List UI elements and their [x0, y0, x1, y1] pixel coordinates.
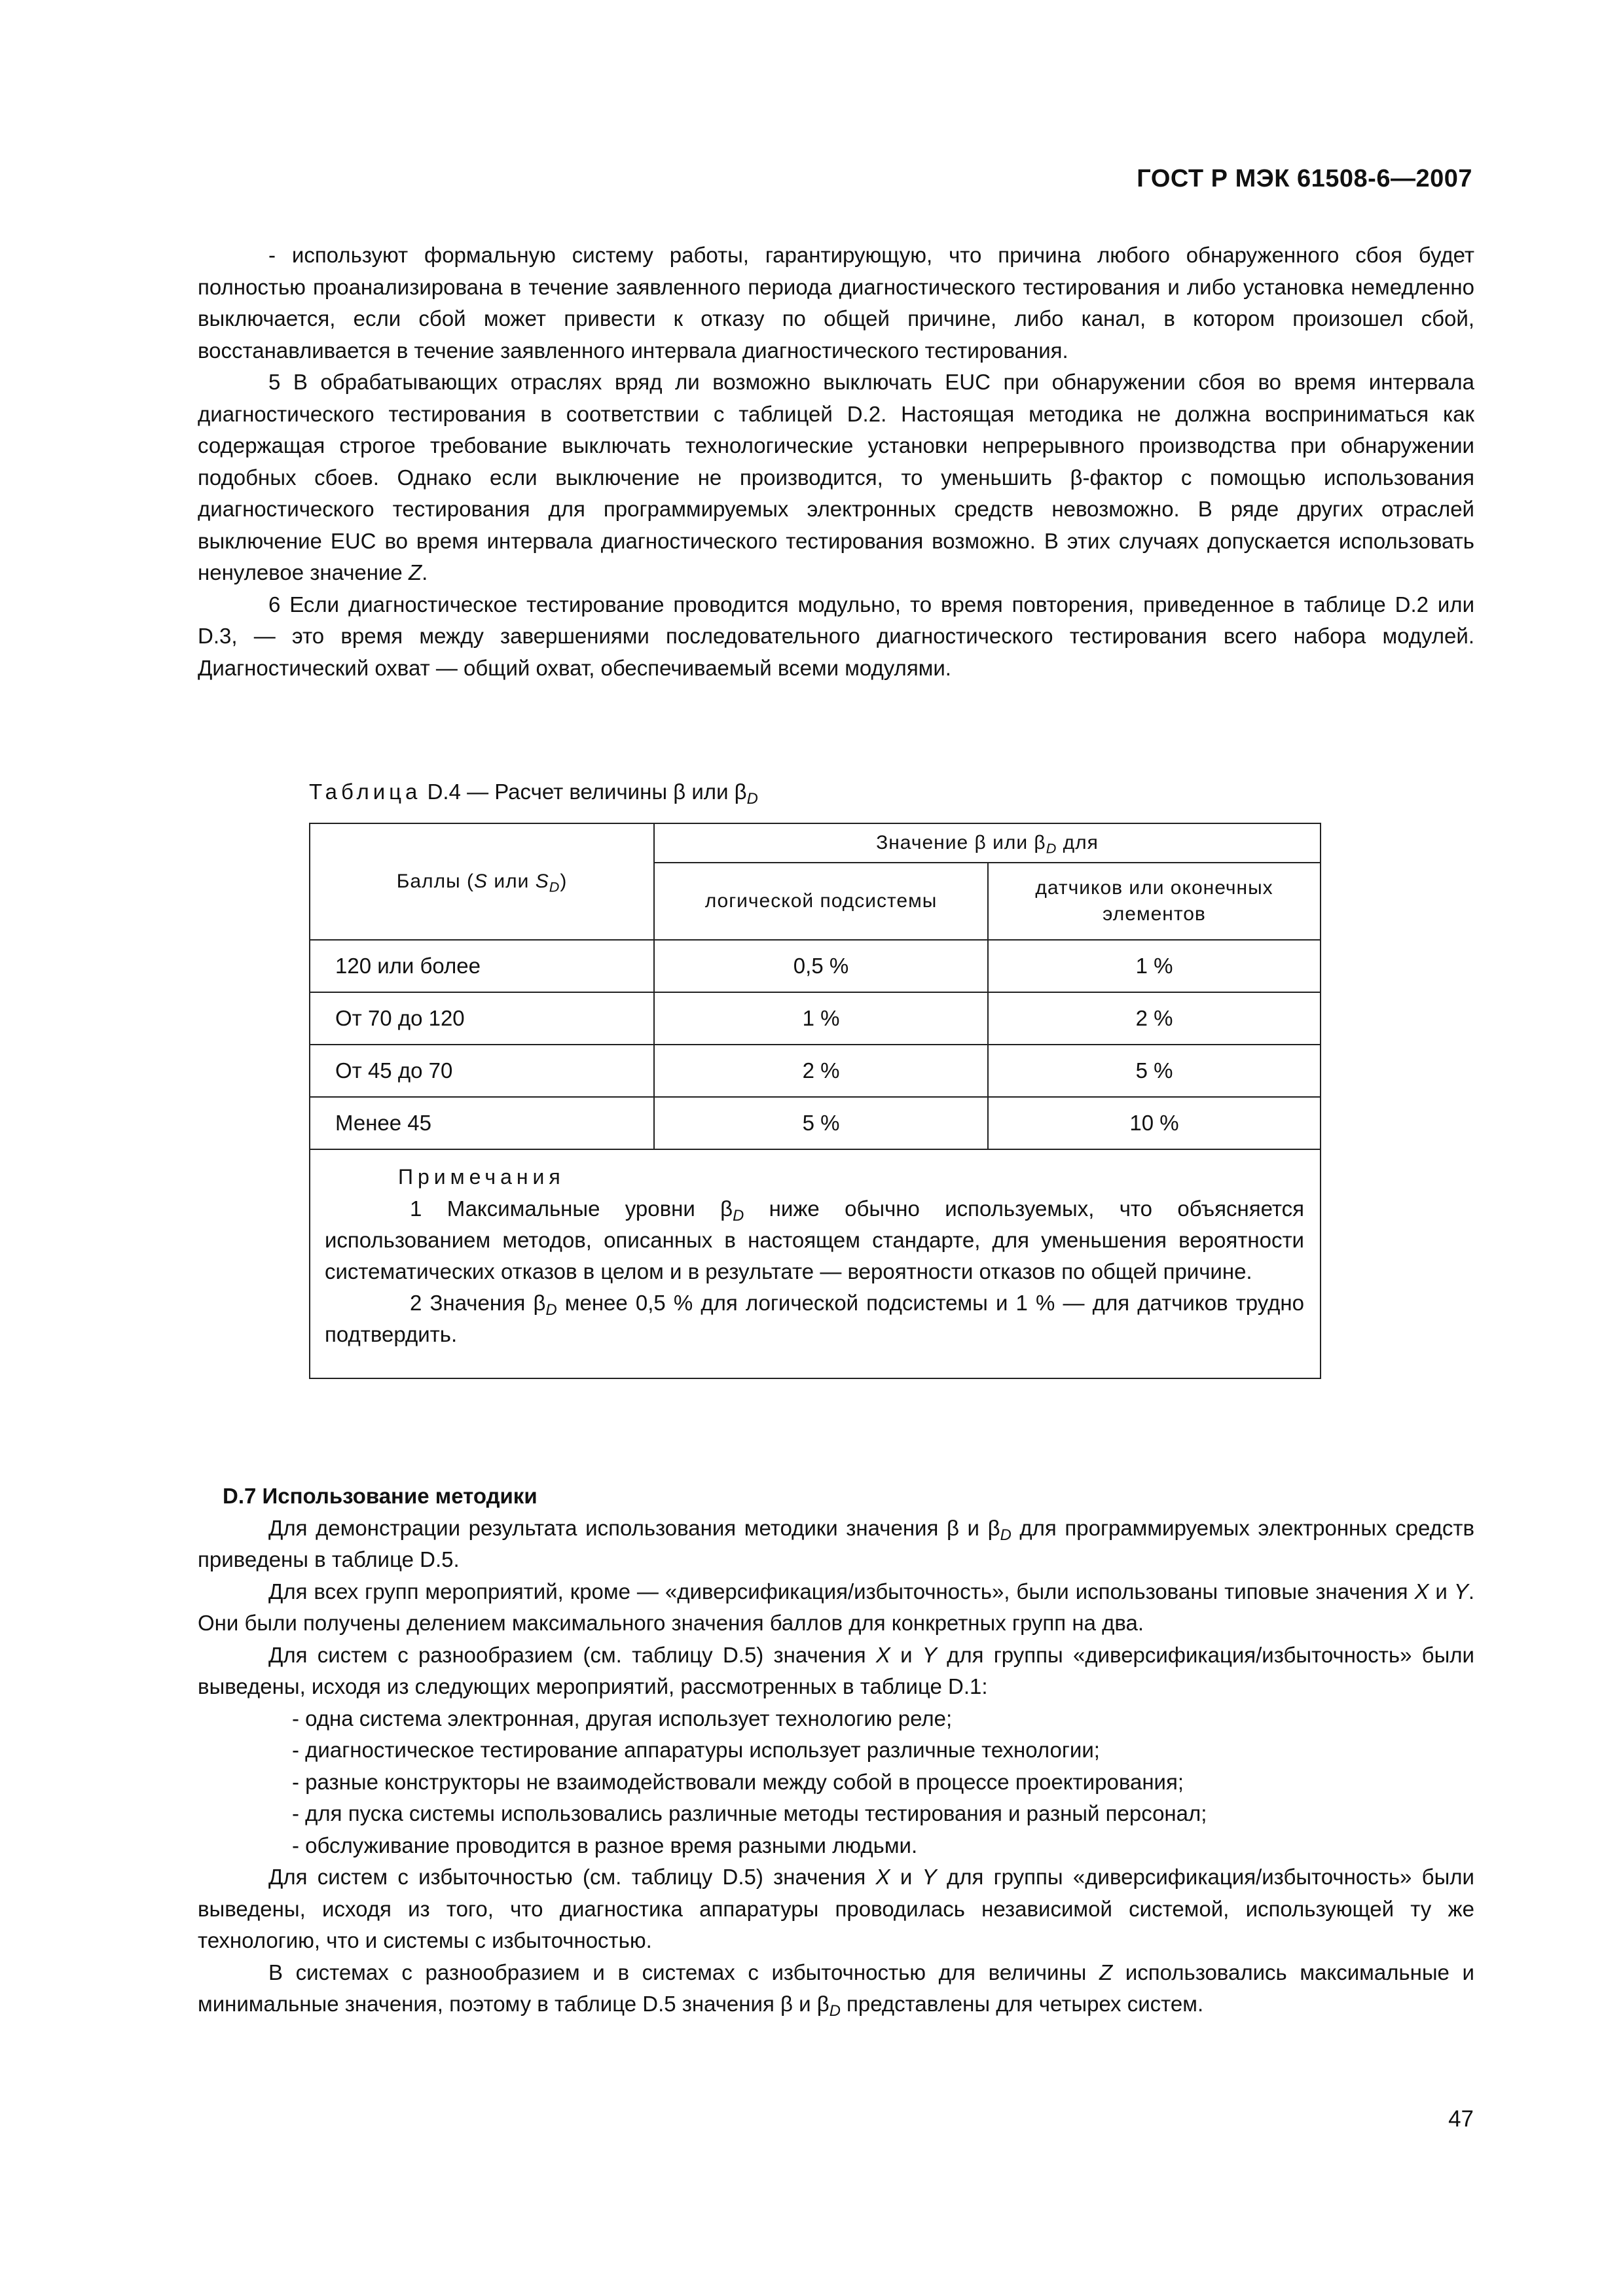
header-value-group [654, 823, 1321, 863]
note-1 [325, 1193, 1304, 1287]
p2-pre: Для всех групп мероприятий, кроме — «диверсификация/избыточность», были использованы типовые значения [268, 1579, 1415, 1604]
list-item: - одна система электронная, другая использует технологию реле; [292, 1706, 953, 1731]
p5-pre: В системах с разнообразием и в системах с избыточностью для величины [268, 1960, 1099, 1984]
paragraph-z-values [198, 1957, 1474, 2020]
table-notes [310, 1149, 1321, 1378]
cell-sensors: 5 % [988, 1045, 1321, 1097]
p5-sub: D [829, 2002, 841, 2020]
table-caption [309, 776, 758, 808]
cell-score: 120 или более [310, 940, 654, 992]
p1-pre: Для демонстрации результата использования методики значения β и β [268, 1515, 1000, 1540]
p4-x: X [875, 1865, 890, 1889]
list-item: - разные конструкторы не взаимодействовали между собой в процессе проектирования; [292, 1769, 1184, 1794]
p1-sub: D [1000, 1526, 1012, 1544]
document-header: ГОСТ Р МЭК 61508-6—2007 [1137, 165, 1472, 192]
table-caption-label: Таблица [309, 780, 422, 804]
p5-mid: использовались максимальные и минимальные значения, поэтому в таблице D.5 значения β и β [198, 1960, 1474, 2016]
header-scores [310, 823, 654, 940]
p3-post: для группы «диверсификация/избыточность» были выведены, исходя из следующих мероприятий, рассмотренных в таблице D.1: [198, 1642, 1474, 1698]
header-scores-s: S [473, 870, 488, 892]
section-heading: D.7 Использование методики [223, 1484, 538, 1508]
p5-z: Z [1099, 1960, 1113, 1984]
header-scores-pre: Баллы ( [396, 870, 474, 892]
p2-x: X [1414, 1579, 1429, 1604]
list-item: - диагностическое тестирование аппаратуры использует различные технологии; [292, 1738, 1100, 1762]
p4-y: Y [922, 1865, 937, 1889]
note-2-sub: D [545, 1301, 557, 1319]
note-5-text: 5 В обрабатывающих отраслях вряд ли возможно выключать EUC при обнаружении сбоя во время интервала диагностического тестирования в соответствии с таблицей D.2. Настоящая методика не должна восприниматься как содержащая строгое требование выключать технологические установки непрерывного производства при обнаружении подобных сбоев. Однако если выключение не производится, то уменьшить β-фактор с помощью использования диагностического тестирования для программируемых электронных средств невозможно. В ряде других отраслей выключение EUC во время интервала диагностического тестирования возможно. В этих случаях допускается использовать ненулевое значение [198, 370, 1474, 584]
table-caption-text: D.4 — Расчет величины β или β [427, 780, 747, 804]
header-scores-post: ) [560, 870, 568, 892]
cell-sensors: 1 % [988, 940, 1321, 992]
p3-mid: и [890, 1642, 922, 1667]
p4-pre: Для систем с избыточностью (см. таблицу D.5) значения [268, 1865, 876, 1889]
paragraph-demo [198, 1513, 1474, 1576]
p2-post: . Они были получены делением максимального значения баллов для конкретных групп на два. [198, 1579, 1475, 1635]
cell-score: От 45 до 70 [310, 1045, 654, 1097]
header-scores-mid: или [487, 870, 536, 892]
intro-text [198, 240, 1474, 684]
header-scores-sd: S [535, 870, 549, 892]
table-row [310, 1097, 1321, 1149]
note-2 [325, 1287, 1304, 1350]
header-value-pre: Значение β или β [876, 832, 1046, 853]
cell-logic: 0,5 % [654, 940, 988, 992]
header-sensors: датчиков или оконечных элементов [988, 863, 1321, 940]
p3-x: X [875, 1642, 890, 1667]
header-value-post: для [1057, 832, 1099, 853]
paragraph-note-5 [198, 367, 1474, 589]
cell-score: От 70 до 120 [310, 992, 654, 1045]
section-d7 [198, 1480, 1474, 2020]
paragraph-diversity [198, 1640, 1474, 1703]
cell-score: Менее 45 [310, 1097, 654, 1149]
list-item: - для пуска системы использовались различные методы тестирования и разный персонал; [292, 1801, 1207, 1825]
paragraph-redundancy [198, 1861, 1474, 1957]
p2-mid: и [1429, 1579, 1454, 1604]
cell-logic: 1 % [654, 992, 988, 1045]
table-row [310, 992, 1321, 1045]
cell-logic: 5 % [654, 1097, 988, 1149]
paragraph-diagnostic-system: - используют формальную систему работы, гарантирующую, что причина любого обнаруженного сбоя будет полностью проанализирована в течение заявленного периода диагностического тестирования и либо установка немедленно выключается, если сбой может привести к отказу по общей причине, либо канал, в котором произошел сбой, восстанавливается в течение заявленного интервала диагностического тестирования. [198, 243, 1474, 363]
list-item: - обслуживание проводится в разное время разными людьми. [292, 1833, 918, 1857]
cell-logic: 2 % [654, 1045, 988, 1097]
p3-y: Y [922, 1642, 937, 1667]
note-5-variable: Z [408, 560, 422, 584]
note-5-end: . [422, 560, 428, 584]
cell-sensors: 10 % [988, 1097, 1321, 1149]
p1-post: для программируемых электронных средств приведены в таблице D.5. [198, 1515, 1474, 1571]
note-1-pre: 1 Максимальные уровни β [410, 1196, 733, 1221]
p4-mid: и [890, 1865, 922, 1889]
note-1-sub: D [733, 1207, 744, 1225]
header-logic-subsystem: логической подсистемы [654, 863, 988, 940]
note-2-pre: 2 Значения β [410, 1291, 546, 1315]
beta-values-table [309, 823, 1321, 1379]
paragraph-typical-values [198, 1576, 1474, 1640]
table-row [310, 940, 1321, 992]
note-1-post: ниже обычно используемых, что объясняется использованием методов, описанных в настоящем стандарте, для уменьшения вероятности систематических отказов в целом и в результате — вероятности отказов по общей причине. [325, 1196, 1304, 1283]
table-caption-subscript: D [746, 790, 758, 808]
cell-sensors: 2 % [988, 992, 1321, 1045]
paragraph-note-6: 6 Если диагностическое тестирование проводится модульно, то время повторения, приведенное в таблице D.2 или D.3, — это время между завершениями последовательного диагностического тестирования всего набора модулей. Диагностический охват — общий охват, обеспечиваемый всеми модулями. [198, 592, 1474, 680]
notes-title: Примечания [398, 1165, 565, 1189]
p2-y: Y [1453, 1579, 1468, 1604]
p4-post: для группы «диверсификация/избыточность» были выведены, исходя из того, что диагностика аппаратуры проводилась независимой системой, использующей ту же технологию, что и системы с избыточностью. [198, 1865, 1474, 1952]
p5-post: представлены для четырех систем. [840, 1992, 1204, 2016]
table-row [310, 1045, 1321, 1097]
page-number: 47 [1448, 2106, 1474, 2132]
p3-pre: Для систем с разнообразием (см. таблицу D.5) значения [268, 1642, 876, 1667]
header-value-sub: D [1046, 840, 1057, 857]
note-2-post: менее 0,5 % для логической подсистемы и 1 % — для датчиков трудно подтвердить. [325, 1291, 1304, 1346]
header-scores-sub: D [549, 878, 560, 895]
